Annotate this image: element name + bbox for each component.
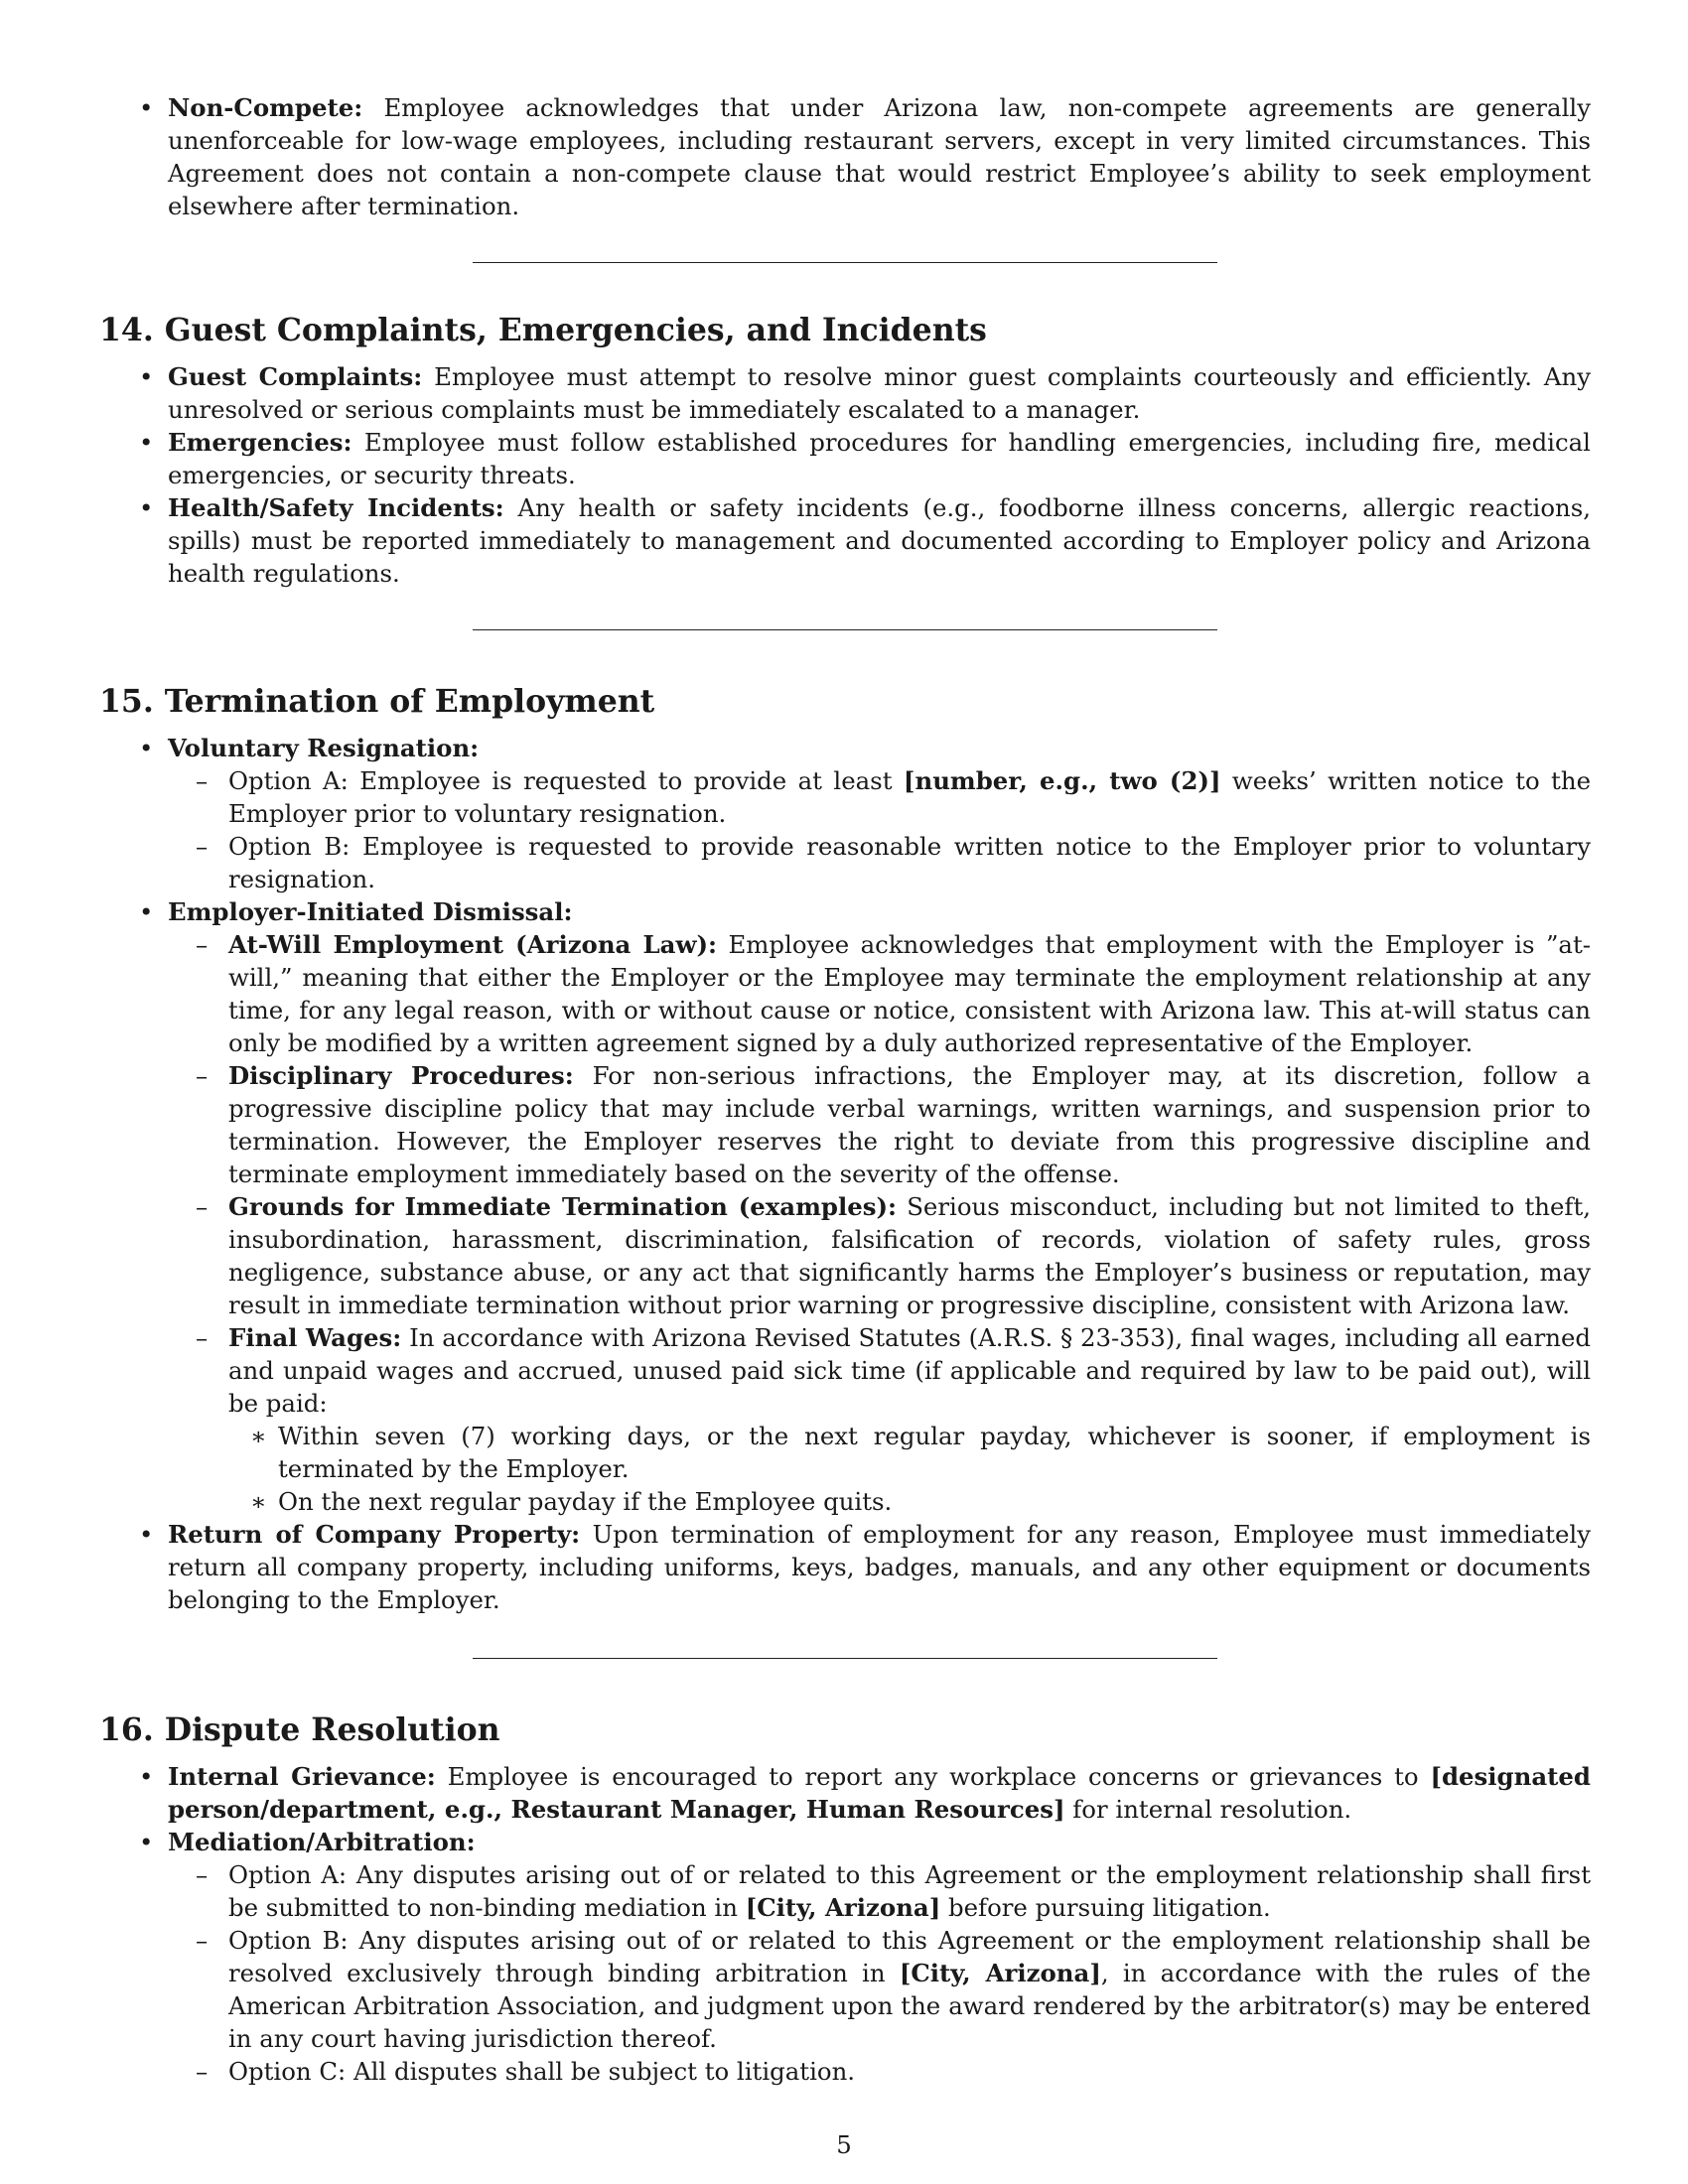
sublist-item [168, 830, 1591, 895]
section-15-list [99, 732, 1591, 1616]
item-text: Employee must attempt to resolve minor guest complaints courteously and efficiently. Any unresolved or serious complaints must be immediately escalated to a manager. [168, 362, 1591, 424]
item-text: For non-serious infractions, the Employer may, at its discretion, follow a progressive discipline policy that may include verbal warnings, written warnings, and suspension prior to termination. However, the Employer reserves the right to deviate from this progressive discipline and terminate employment immediately based on the severity of the offense. [228, 1061, 1591, 1188]
sublist-item [168, 1858, 1591, 1924]
noncompete-item [99, 91, 1591, 222]
sub-sublist-item: ∗ On the next regular payday if the Employee quits. [228, 1485, 1591, 1518]
item-label: Return of Company Property: [168, 1520, 581, 1549]
page-number: 5 [836, 2130, 852, 2159]
sublist-item [168, 1190, 1591, 1321]
text: Option A: Any disputes arising out of or related to this Agreement or the employment relationship shall first be submitted to non-binding mediation in [228, 1860, 1591, 1922]
list-item [99, 732, 1591, 895]
item-label: Health/Safety Incidents: [168, 493, 504, 522]
document-page [99, 91, 1591, 2088]
sub-sublist [228, 1420, 1591, 1518]
text: Option B: Employee is requested to provide reasonable written notice to the Employer prior to voluntary resignation. [228, 832, 1591, 893]
item-label: Employer-Initiated Dismissal: [168, 897, 573, 926]
item-label: Final Wages: [228, 1323, 402, 1352]
list-item [99, 1826, 1591, 2088]
item-label: At-Will Employment (Arizona Law): [228, 930, 718, 959]
sublist [168, 928, 1591, 1518]
item-label: Guest Complaints: [168, 362, 423, 391]
section-14-list [99, 360, 1591, 590]
placeholder-field: [City, Arizona] [899, 1959, 1101, 1987]
text: weeks’ written notice to the Employer prior to voluntary resignation. [228, 766, 1591, 828]
item-label: Mediation/Arbitration: [168, 1828, 476, 1856]
sublist [168, 764, 1591, 895]
sublist-item [168, 1059, 1591, 1190]
text: Option B: Any disputes arising out of or related to this Agreement or the employment relationship shall be resolved exclusively through binding arbitration in [228, 1926, 1591, 1987]
item-text: Serious misconduct, including but not limited to theft, insubordination, harassment, discrimination, falsification of records, violation of safety rules, gross negligence, substance abuse, or any act that significantly harms the Employer’s business or reputation, may result in immediate termination without prior warning or progressive discipline, consistent with Arizona law. [228, 1192, 1591, 1319]
item-text: Upon termination of employment for any reason, Employee must immediately return all company property, including uniforms, keys, badges, manuals, and any other equipment or documents belonging to the Employer. [168, 1520, 1591, 1614]
placeholder-field: [designated person/department, e.g., Restaurant Manager, Human Resources] [168, 1762, 1591, 1824]
section-14-heading: 14. Guest Complaints, Emergencies, and Incidents [99, 312, 987, 348]
list-item [99, 895, 1591, 1518]
section-16-heading: 16. Dispute Resolution [99, 1711, 500, 1748]
item-text: Any health or safety incidents (e.g., foodborne illness concerns, allergic reactions, spills) must be reported immediately to management and documented according to Employer policy and Arizona health regulations. [168, 493, 1591, 588]
noncompete-label: Non-Compete: [168, 93, 363, 122]
sublist-item [168, 1321, 1591, 1518]
sublist-item [168, 1924, 1591, 2055]
sub-sublist-item: ∗ Within seven (7) working days, or the next regular payday, whichever is sooner, if employment is terminated by the Employer. [228, 1420, 1591, 1485]
sublist-item: – Option C: All disputes shall be subject to litigation. [168, 2055, 1591, 2088]
sublist-item [168, 928, 1591, 1059]
list-item [99, 360, 1591, 426]
item-label: Disciplinary Procedures: [228, 1061, 574, 1090]
list-item [99, 1518, 1591, 1616]
list-item [99, 426, 1591, 491]
text: , in accordance with the rules of the American Arbitration Association, and judgment upon the award rendered by the arbitrator(s) may be entered in any court having jurisdiction thereof. [228, 1959, 1591, 2053]
section-15-heading: 15. Termination of Employment [99, 683, 655, 720]
list-item [99, 1760, 1591, 1826]
item-label: Emergencies: [168, 428, 352, 457]
item-text: In accordance with Arizona Revised Statutes (A.R.S. § 23-353), final wages, including all earned and unpaid wages and accrued, unused paid sick time (if applicable and required by law to be paid out), will be paid: [228, 1323, 1591, 1418]
list-item [99, 491, 1591, 590]
text: Employee is encouraged to report any workplace concerns or grievances to [447, 1762, 1431, 1791]
noncompete-text: Employee acknowledges that under Arizona law, non-compete agreements are generally unenforceable for low-wage employees, including restaurant servers, except in very limited circumstances. This Agreement does not contain a non-compete clause that would restrict Employee’s ability to seek employment elsewhere after termination. [168, 93, 1591, 220]
item-label: Internal Grievance: [168, 1762, 436, 1791]
sublist-item [168, 764, 1591, 830]
item-text: Employee must follow established procedures for handling emergencies, including fire, medical emergencies, or security threats. [168, 428, 1591, 489]
section-16-list [99, 1760, 1591, 2088]
noncompete-list [99, 91, 1591, 222]
placeholder-field: [City, Arizona] [745, 1893, 941, 1922]
placeholder-field: [number, e.g., two (2)] [903, 766, 1221, 795]
sublist [168, 1858, 1591, 2088]
text: Option A: Employee is requested to provide at least [228, 766, 904, 795]
item-text: Employee acknowledges that employment with the Employer is ”at-will,” meaning that either the Employer or the Employee may terminate the employment relationship at any time, for any legal reason, with or without cause or notice, consistent with Arizona law. This at-will status can only be modified by a written agreement signed by a duly authorized representative of the Employer. [228, 930, 1591, 1057]
text: for internal resolution. [1064, 1795, 1352, 1824]
text: before pursuing litigation. [940, 1893, 1271, 1922]
item-label: Grounds for Immediate Termination (examples): [228, 1192, 898, 1221]
item-label: Voluntary Resignation: [168, 734, 480, 762]
